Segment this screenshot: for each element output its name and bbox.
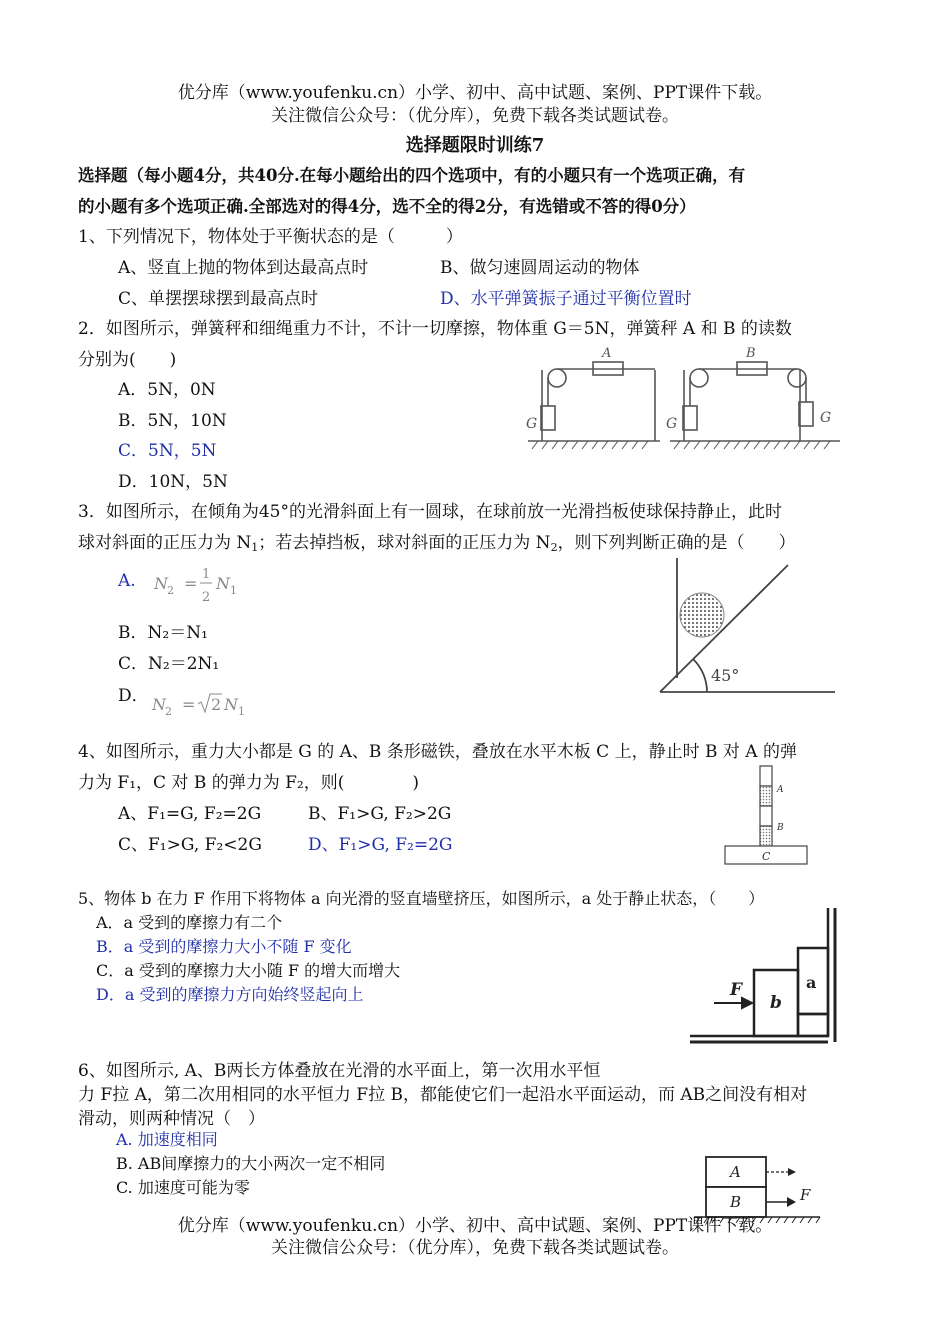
svg-text:N: N [216, 574, 230, 593]
q2-label-g-right: G [820, 410, 832, 426]
q6-label-a: A [730, 1163, 741, 1181]
q1-option-b: B、做匀速圆周运动的物体 [440, 258, 640, 278]
q6-label-b: B [730, 1193, 742, 1211]
q2-stem-2: 分别为( ) [78, 350, 177, 370]
svg-text:1: 1 [202, 567, 211, 582]
q5-wall-figure [690, 908, 840, 1048]
q4-stem-2: 力为 F₁，C 对 B 的弹力为 F₂，则( ) [78, 773, 420, 793]
q5-label-b: b [770, 993, 782, 1013]
q2-option-d: D．10N，5N [118, 472, 228, 492]
q5-option-a: A．a 受到的摩擦力有二个 [96, 913, 283, 932]
q5-option-d: D．a 受到的摩擦力方向始终竖起向上 [96, 985, 364, 1004]
header-line-1: 优分库（www.youfenku.cn）小学、初中、高中试题、案例、PPT课件下载。 [177, 83, 773, 103]
q3-option-d-formula [150, 690, 260, 725]
q6-option-a: A. 加速度相同 [116, 1130, 218, 1149]
q4-magnets-figure [720, 762, 810, 868]
q6-stem-3: 滑动，则两种情况（ ） [78, 1109, 265, 1129]
svg-text:2: 2 [202, 590, 211, 605]
q4-stem-1: 4、如图所示，重力大小都是 G 的 A、B 条形磁铁，叠放在水平木板 C 上，静止时 B 对 A 的弹 [78, 742, 797, 762]
q3-option-d-label: D． [118, 686, 149, 706]
svg-text:=: = [184, 574, 198, 593]
q6-option-b: B. AB间摩擦力的大小两次一定不相同 [116, 1154, 386, 1173]
q4-label-a: A [777, 785, 784, 795]
q3-angle-label: 45° [711, 666, 740, 685]
q6-stem-1: 6、如图所示, A、B两长方体叠放在光滑的水平面上，第一次用水平恒 [78, 1061, 601, 1081]
svg-text:2: 2 [165, 705, 172, 718]
svg-text:1: 1 [238, 705, 245, 718]
footer-line-1: 优分库（www.youfenku.cn）小学、初中、高中试题、案例、PPT课件下载。 [177, 1216, 773, 1236]
q3-stem-2: 球对斜面的正压力为 $N_1$；若去掉挡板，球对斜面的正压力为 $N_2$，则下列判断正确的是（ ） [78, 533, 796, 554]
q4-option-a: A、F₁=G, F₂=2G [118, 804, 262, 824]
svg-text:2: 2 [167, 584, 174, 597]
svg-text:N: N [152, 695, 166, 714]
svg-text:N: N [154, 574, 168, 593]
q1-stem: 1、下列情况下，物体处于平衡状态的是（ ） [78, 227, 463, 247]
q2-option-c: C．5N，5N [118, 441, 217, 461]
svg-text:1: 1 [230, 584, 237, 597]
q3-stem-1: 3．如图所示，在倾角为45°的光滑斜面上有一圆球，在球前放一光滑挡板使球保持静止，此时 [78, 502, 782, 522]
q5-option-b: B．a 受到的摩擦力大小不随 F 变化 [96, 937, 352, 956]
q4-option-b: B、F₁>G, F₂>2G [308, 804, 452, 824]
q3-incline-figure [655, 553, 840, 698]
q2-stem-1: 2．如图所示，弹簧秤和细绳重力不计，不计一切摩擦，物体重 G＝5N，弹簧秤 A 和 B 的读数 [78, 319, 792, 339]
q5-stem: 5、物体 b 在力 F 作用下将物体 a 向光滑的竖直墙壁挤压，如图所示，a 处于静止状态，（ ） [78, 889, 765, 908]
page-title: 选择题限时训练7 [405, 135, 545, 156]
q2-label-g-middle: G [666, 416, 678, 432]
q5-label-f: F [730, 980, 743, 1000]
q3-formula-d-image [150, 690, 260, 720]
q6-stem-2: 力 F拉 A，第二次用相同的水平恒力 F拉 B，都能使它们一起沿水平面运动，而 AB之间没有相对 [78, 1085, 808, 1105]
q2-label-a: A [602, 346, 612, 361]
q3-option-a-formula [152, 561, 252, 612]
q5-label-a: a [806, 973, 817, 992]
instructions-line-1: 选择题（每小题4分，共40分.在每小题给出的四个选项中，有的小题只有一个选项正确，有 [78, 166, 746, 185]
q6-label-f: F [800, 1186, 811, 1204]
svg-text:N: N [224, 695, 238, 714]
q3-option-c: C．N₂＝2N₁ [118, 654, 220, 674]
svg-text:2: 2 [211, 695, 222, 714]
q3-option-b: B．N₂＝N₁ [118, 623, 208, 643]
footer-line-2: 关注微信公众号：（优分库），免费下载各类试题试卷。 [271, 1238, 679, 1258]
instructions-line-2: 的小题有多个选项正确.全部选对的得4分，选不全的得2分，有选错或不答的得0分） [78, 197, 696, 216]
q4-option-d: D、F₁>G, F₂=2G [308, 835, 453, 855]
svg-text:=: = [182, 695, 196, 714]
q1-option-c: C、单摆摆球摆到最高点时 [118, 289, 319, 309]
q2-label-g-left: G [526, 416, 538, 432]
q3-formula-a-image [152, 561, 252, 607]
q1-option-a: A、竖直上抛的物体到达最高点时 [118, 258, 369, 278]
q6-option-c: C. 加速度可能为零 [116, 1178, 250, 1197]
q2-option-a: A．5N，0N [118, 380, 216, 400]
q3-option-a-label: A. [118, 571, 136, 591]
q4-label-b: B [777, 823, 784, 833]
q4-label-c: C [762, 850, 771, 863]
q5-option-c: C．a 受到的摩擦力大小随 F 的增大而增大 [96, 961, 401, 980]
q2-spring-scale-figure [520, 338, 850, 456]
q2-label-b: B [746, 346, 756, 361]
header-line-2: 关注微信公众号：（优分库），免费下载各类试题试卷。 [271, 106, 679, 126]
q4-option-c: C、F₁>G, F₂<2G [118, 835, 262, 855]
q1-option-d: D、水平弹簧振子通过平衡位置时 [440, 289, 692, 309]
q2-option-b: B．5N，10N [118, 411, 227, 431]
